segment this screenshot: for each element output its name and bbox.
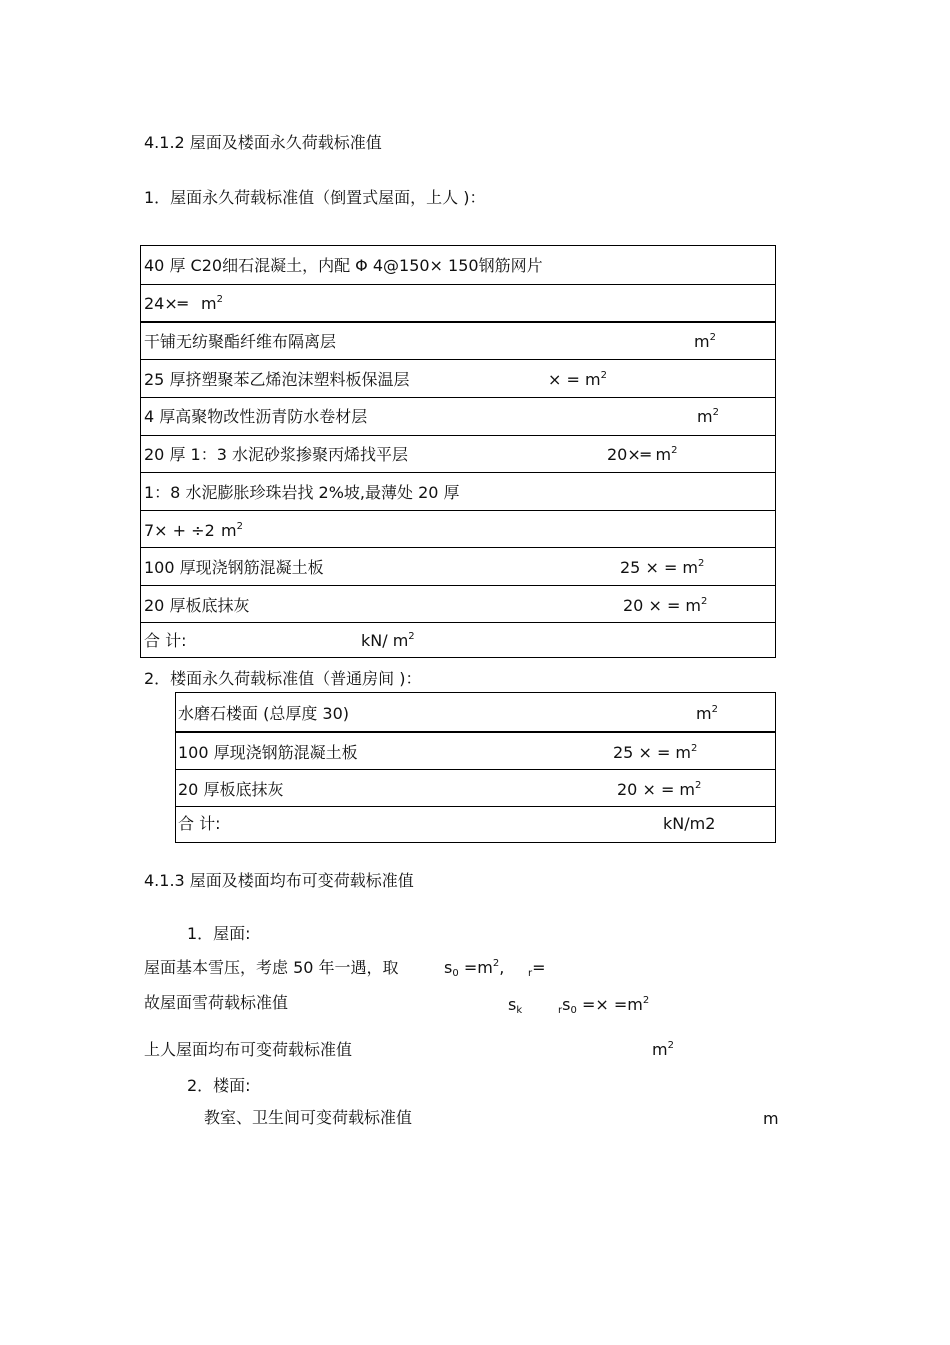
roof-row-6-value: 20×═ $m^2$ <box>607 445 678 464</box>
roof-live-load-line: 上人屋面均布可变荷载标准值 <box>144 1040 353 1059</box>
floor-live-heading: 2．楼面: <box>187 1076 251 1095</box>
floor-row-1-unit: $m^2$ <box>696 704 718 723</box>
roof-row-7-label: 1：8 水泥膨胀珍珠岩找 2%坡,最薄处 20 厚 <box>144 483 460 502</box>
floor-dead-load-title: 2．楼面永久荷载标准值（普通房间 )： <box>144 669 422 688</box>
roof-row-4-value: × = $m^2$ <box>548 370 607 389</box>
table-row <box>141 585 775 622</box>
snow-pressure-value: $s_0 =m^2$, <box>444 958 505 979</box>
table-row <box>141 284 775 321</box>
roof-row-10-value: 20 × = $m^2$ <box>623 596 708 615</box>
section-4-1-3-title: 4.1.3 屋面及楼面均布可变荷载标准值 <box>144 871 414 890</box>
table-row <box>176 693 775 731</box>
table-row <box>141 435 775 472</box>
table-row <box>141 321 775 359</box>
table-row <box>176 731 775 769</box>
table-row <box>176 806 775 843</box>
classroom-live-load-line: 教室、卫生间可变荷载标准值 <box>204 1108 413 1127</box>
floor-row-3-value: 20 × = $m^2$ <box>617 780 702 799</box>
snow-sk-formula: $_rs_0 =\times =m^2$ <box>558 995 650 1016</box>
snow-sk: $s_k$ <box>508 995 523 1016</box>
table-row <box>176 769 775 806</box>
roof-row-5-unit: $m^2$ <box>697 407 719 426</box>
table-row <box>141 246 775 284</box>
roof-row-1-label: 40 厚 C20细石混凝土，内配 Φ 4@150× 150钢筋网片 <box>144 256 543 275</box>
roof-dead-load-title: 1．屋面永久荷载标准值（倒置式屋面，上人 )： <box>144 188 486 207</box>
floor-row-1-label: 水磨石楼面 (总厚度 30) <box>178 704 350 723</box>
floor-dead-load-table <box>175 692 776 843</box>
classroom-live-load-unit: m <box>763 1109 779 1128</box>
snow-mu-r: $_r$= <box>528 958 546 979</box>
roof-row-8-unit: $m^2$ <box>221 521 243 540</box>
snow-standard-line: 故屋面雪荷载标准值 <box>144 993 289 1012</box>
roof-live-load-unit: $m^2$ <box>652 1040 674 1059</box>
floor-total-unit: kN/m2 <box>663 814 716 833</box>
roof-row-2-label: 24×═ <box>144 294 188 313</box>
snow-pressure-line: 屋面基本雪压，考虑 50 年一遇，取 <box>144 958 399 977</box>
floor-row-3-label: 20 厚板底抹灰 <box>178 780 284 799</box>
roof-total-unit: kN/ $m^2$ <box>361 631 415 650</box>
roof-total-label: 合 计: <box>144 631 187 650</box>
roof-row-10-label: 20 厚板底抹灰 <box>144 596 250 615</box>
table-row <box>141 397 775 435</box>
section-4-1-2-title: 4.1.2 屋面及楼面永久荷载标准值 <box>144 133 382 152</box>
roof-row-5-label: 4 厚高聚物改性沥青防水卷材层 <box>144 407 368 426</box>
roof-row-6-label: 20 厚 1：3 水泥砂浆掺聚丙烯找平层 <box>144 445 408 464</box>
floor-total-label: 合 计: <box>178 814 221 833</box>
floor-row-2-label: 100 厚现浇钢筋混凝土板 <box>178 743 358 762</box>
roof-row-3-unit: $m^2$ <box>694 332 716 351</box>
roof-row-9-label: 100 厚现浇钢筋混凝土板 <box>144 558 324 577</box>
table-row <box>141 622 775 658</box>
table-row <box>141 547 775 585</box>
table-row <box>141 510 775 547</box>
roof-row-2-unit: $m^2$ <box>201 294 223 313</box>
roof-dead-load-table <box>140 245 776 658</box>
floor-row-2-value: 25 × = $m^2$ <box>613 743 698 762</box>
roof-row-9-value: 25 × = $m^2$ <box>620 558 705 577</box>
table-row <box>141 359 775 397</box>
roof-row-3-label: 干铺无纺聚酯纤维布隔离层 <box>144 332 337 351</box>
table-row <box>141 472 775 510</box>
roof-row-4-label: 25 厚挤塑聚苯乙烯泡沫塑料板保温层 <box>144 370 410 389</box>
roof-row-8-label: 7× + ÷2 <box>144 521 215 540</box>
roof-live-heading: 1．屋面: <box>187 924 251 943</box>
